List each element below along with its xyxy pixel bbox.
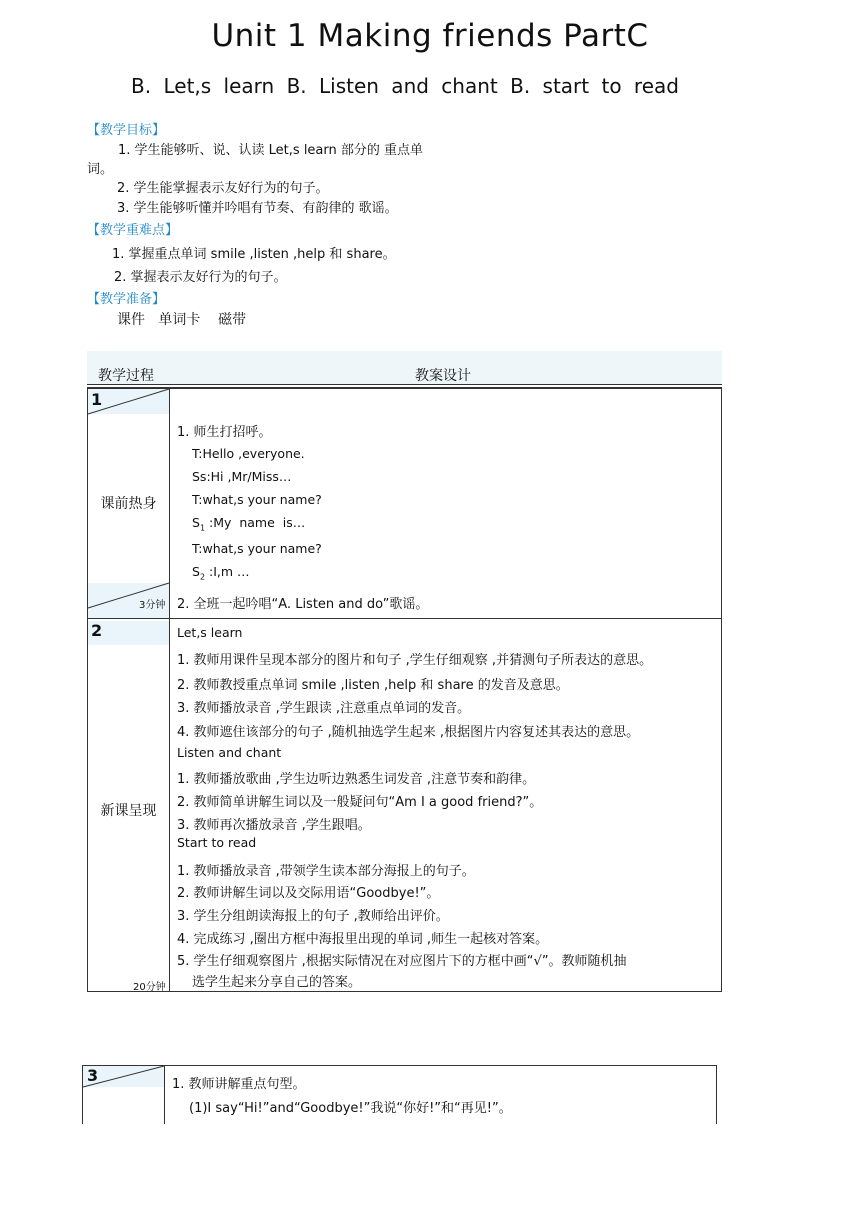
objective-item: 2. 学生能掌握表示友好行为的句子。 [117, 181, 329, 196]
step-number: 1 [91, 390, 103, 409]
lesson-line: 5. 学生仔细观察图片 ,根据实际情况在对应图片下的方框中画“√”。教师随机抽 [177, 954, 627, 969]
lesson-line: 3. 教师播放录音 ,学生跟读 ,注意重点单词的发音。 [177, 701, 471, 716]
key-points-heading: 【教学重难点】 [87, 223, 179, 238]
lesson-line: Listen and chant [177, 745, 282, 760]
lesson-line: 1. 教师讲解重点句型。 [172, 1077, 306, 1092]
lesson-line: Start to read [177, 835, 257, 850]
lesson-line: 4. 完成练习 ,圈出方框中海报里出现的单词 ,师生一起核对答案。 [177, 932, 549, 947]
lesson-line: 2. 教师教授重点单词 smile ,listen ,help 和 share 的发音及意思。 [177, 678, 569, 693]
table-rule [716, 1065, 717, 1124]
speaker-subscript: 2 [199, 572, 206, 582]
table-rule [87, 991, 722, 992]
speaker-label: S [192, 564, 200, 579]
step-number: 2 [91, 621, 103, 640]
column-header-process: 教学过程 [98, 368, 154, 384]
preparation-items: 课件 单词卡 磁带 [117, 312, 247, 328]
table-rule [169, 387, 170, 992]
lesson-line: 2. 教师简单讲解生词以及一般疑问句“Am I a good friend?”。 [177, 795, 543, 810]
objective-item: 1. 学生能够听、说、认读 Let,s learn 部分的 重点单 [118, 143, 424, 158]
objective-item: 3. 学生能够听懂并吟唱有节奏、有韵律的 歌谣。 [117, 201, 398, 216]
lesson-line: 1. 教师播放歌曲 ,学生边听边熟悉生词发音 ,注意节奏和韵律。 [177, 772, 536, 787]
lesson-line: 3. 教师再次播放录音 ,学生跟唱。 [177, 818, 371, 833]
column-header-design: 教案设计 [415, 368, 471, 384]
lesson-line: 2. 教师讲解生词以及交际用语“Goodbye!”。 [177, 886, 440, 901]
lesson-line: T:what,s your name? [192, 541, 322, 556]
lesson-line: Ss:Hi ,Mr/Miss… [192, 469, 292, 484]
table-rule [87, 387, 88, 992]
document-subtitle: B. Let,s learn B. Listen and chant B. start to read [131, 74, 679, 98]
lesson-line [192, 564, 250, 582]
speaker-subscript: 1 [199, 523, 206, 533]
lesson-line: 4. 教师遮住该部分的句子 ,随机抽选学生起来 ,根据图片内容复述其表达的意思。 [177, 725, 640, 740]
lesson-line: 3. 学生分组朗读海报上的句子 ,教师给出评价。 [177, 909, 449, 924]
table-header [87, 351, 722, 384]
table-rule [164, 1065, 165, 1124]
table-rule [87, 387, 722, 389]
objectives-heading: 【教学目标】 [87, 123, 166, 138]
step-label: 课前热身 [100, 496, 157, 512]
key-point-item: 2. 掌握表示友好行为的句子。 [114, 270, 287, 285]
objective-item: 词。 [87, 162, 114, 177]
speaker-label: S [192, 515, 200, 530]
table-rule [87, 384, 722, 385]
lesson-line [192, 515, 305, 533]
lesson-line: 选学生起来分享自己的答案。 [192, 975, 362, 990]
step-duration: 3分钟 [139, 600, 166, 611]
preparation-heading: 【教学准备】 [87, 292, 166, 307]
table-rule [721, 387, 722, 992]
step-duration: 20分钟 [133, 982, 166, 993]
lesson-line: T:what,s your name? [192, 492, 322, 507]
step-label: 新课呈现 [100, 803, 157, 819]
key-point-item: 1. 掌握重点单词 smile ,listen ,help 和 share。 [112, 247, 396, 262]
lesson-line: 1. 教师用课件呈现本部分的图片和句子 ,学生仔细观察 ,并猜测句子所表达的意思。 [177, 653, 653, 668]
lesson-line: T:Hello ,everyone. [192, 446, 305, 461]
line-text: :I,m … [205, 564, 250, 579]
lesson-line: 1. 师生打招呼。 [177, 425, 272, 440]
lesson-line: Let,s learn [177, 625, 243, 640]
table-rule [82, 1065, 717, 1066]
line-text: :My name is… [205, 515, 306, 530]
lesson-line: (1)I say“Hi!”and“Goodbye!”我说“你好!”和“再见!”。 [189, 1101, 512, 1116]
step-number: 3 [87, 1066, 99, 1085]
table-rule [87, 618, 722, 619]
document-title: Unit 1 Making friends PartC [211, 18, 649, 54]
lesson-line: 1. 教师播放录音 ,带领学生读本部分海报上的句子。 [177, 864, 475, 879]
lesson-line: 2. 全班一起吟唱“A. Listen and do”歌谣。 [177, 597, 429, 612]
